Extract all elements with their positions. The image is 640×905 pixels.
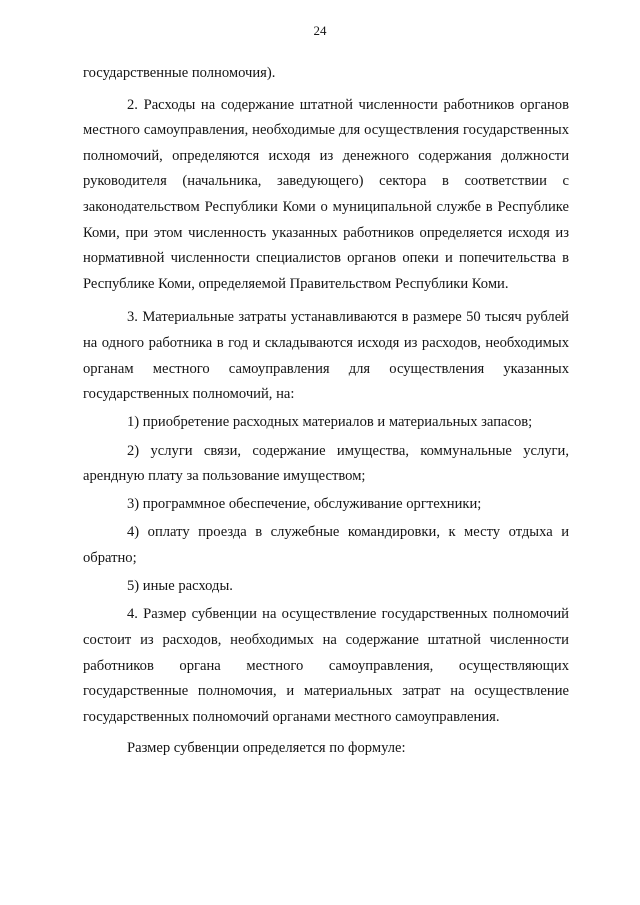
list-item-4: 4) оплату проезда в служебные командировки, к месту отдыха и обратно; <box>83 524 569 567</box>
paragraph-item-2: 2. Расходы на содержание штатной численности работников органов местного самоуправления, необходимые для осуществления государственных полномочий, определяются исходя из денежного содержания должности руководителя (начальника, заведующего) сектора в соответствии с законодательством Республики Коми о муниципальной службе в Республике Коми, при этом численность указанных работников определяется исходя из нормативной численности специалистов органов опеки и попечительства в Республике Коми, определяемой Правительством Республики Коми. <box>83 96 569 292</box>
list-item-1: 1) приобретение расходных материалов и материальных запасов; <box>127 414 533 431</box>
list-item-5: 5) иные расходы. <box>127 578 233 595</box>
paragraph-formula-intro: Размер субвенции определяется по формуле: <box>127 740 406 757</box>
page-number: 24 <box>313 23 327 38</box>
paragraph-item-4: 4. Размер субвенции на осуществление государственных полномочий состоит из расходов, необходимых на содержание штатной численности работников органа местного самоуправления, осуществляющих государственные полномочия, и материальных затрат на осуществление государственных полномочий органами местного самоуправления. <box>83 606 569 725</box>
list-item-2: 2) услуги связи, содержание имущества, коммунальные услуги, арендную плату за пользование имуществом; <box>83 442 569 485</box>
list-item-3: 3) программное обеспечение, обслуживание оргтехники; <box>127 496 482 513</box>
paragraph-continuation: государственные полномочия). <box>83 65 276 81</box>
paragraph-item-3: 3. Материальные затраты устанавливаются в размере 50 тысяч рублей на одного работника в год и складываются исходя из расходов, необходимых органам местного самоуправления для осуществления указанных государственных полномочий, на: <box>83 309 569 403</box>
document-body <box>83 61 569 762</box>
